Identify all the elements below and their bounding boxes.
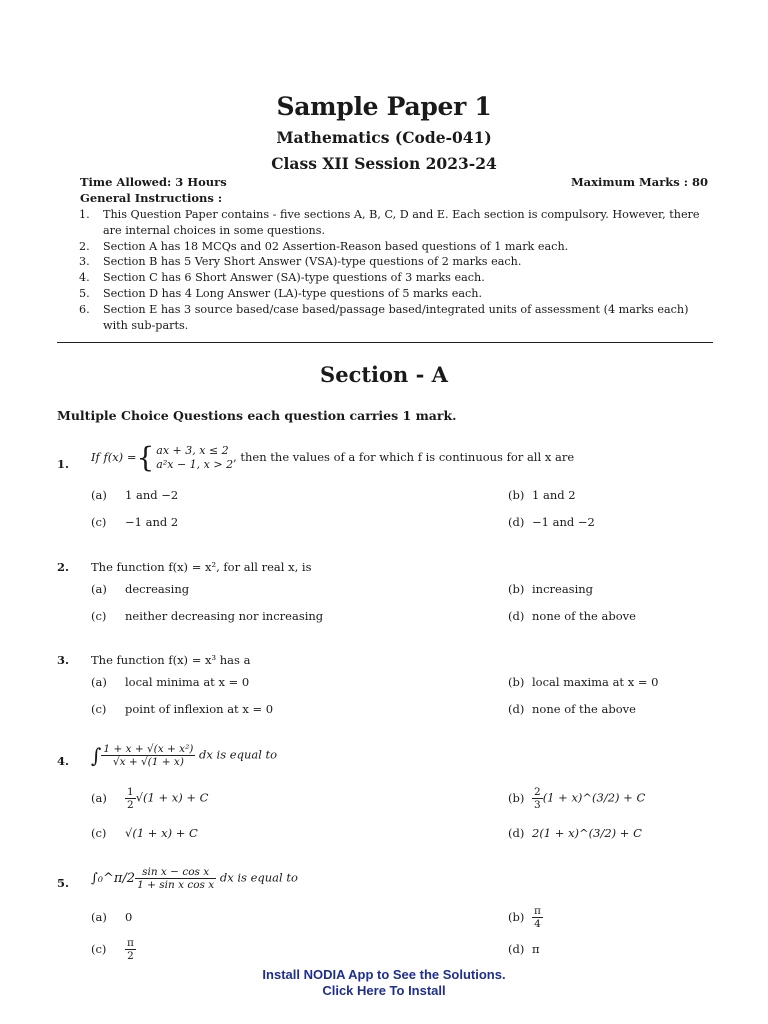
option-a[interactable]: (a) $\frac{1}{2}$ √(1 + x) + C <box>91 786 209 811</box>
instruction-item: 1. This Question Paper contains - five sections A, B, C, D and E. Each section is compulsory. However, there are internal choices in some questions. <box>79 208 700 237</box>
option-b[interactable]: (b) increasing <box>508 582 594 596</box>
option-b[interactable]: (b) local maxima at x = 0 <box>508 675 659 689</box>
option-a[interactable]: (a) decreasing <box>91 582 190 596</box>
general-instructions-heading: General Instructions : <box>80 191 223 205</box>
question-number: 1. <box>57 457 70 471</box>
section-divider <box>57 342 713 343</box>
option-b[interactable]: (b) $\frac{\pi}{4}$ <box>508 905 541 930</box>
instructions-list <box>57 207 713 333</box>
integral-sign: ∫ <box>91 743 102 768</box>
question-text: The function f(x) = x³ has a <box>91 653 251 667</box>
class-session-heading: Class XII Session 2023-24 <box>271 154 497 173</box>
option-d[interactable]: (d) none of the above <box>508 609 636 623</box>
paper-title: Sample Paper 1 <box>276 92 492 121</box>
instruction-item: 2. Section A has 18 MCQs and 02 Assertion-Reason based questions of 1 mark each. <box>79 239 569 253</box>
option-c[interactable]: (c) $\frac{\pi}{2}$ <box>91 937 134 962</box>
option-d[interactable]: (d) π <box>508 942 540 956</box>
option-a[interactable]: (a) 0 <box>91 910 133 924</box>
question-number: 3. <box>57 653 70 667</box>
maximum-marks: Maximum Marks : 80 <box>570 175 708 189</box>
option-a[interactable]: (a) local minima at x = 0 <box>91 675 250 689</box>
question-text: ∫₀^π/2 $\frac{\text{sin x − cos x}}{\text{1 + sin x cos x}}$ dx is equal to <box>91 866 298 891</box>
question-number: 4. <box>57 754 70 768</box>
question-3 <box>57 653 713 669</box>
click-to-install-link[interactable]: Click Here To Install <box>322 983 446 998</box>
question-4 <box>57 743 713 777</box>
option-c[interactable]: (c) neither decreasing nor increasing <box>91 609 324 623</box>
question-text: The function f(x) = x², for all real x, is <box>91 560 312 574</box>
question-number: 5. <box>57 876 70 890</box>
mcq-heading: Multiple Choice Questions each question carries 1 mark. <box>57 408 457 423</box>
question-number: 2. <box>57 560 70 574</box>
option-a[interactable]: (a) 1 and −2 <box>91 488 179 502</box>
option-c[interactable]: (c) point of inflexion at x = 0 <box>91 702 274 716</box>
question-2 <box>57 560 713 576</box>
install-app-banner[interactable] <box>0 967 768 999</box>
time-allowed: Time Allowed: 3 Hours <box>80 175 227 189</box>
option-c[interactable]: (c) √(1 + x) + C <box>91 826 198 840</box>
instruction-item: 5. Section D has 4 Long Answer (LA)-type questions of 5 marks each. <box>79 286 483 300</box>
question-1 <box>57 441 713 484</box>
option-b[interactable]: (b) $\frac{2}{3}$ (1 + x)^(3/2) + C <box>508 786 646 811</box>
question-5 <box>57 866 713 900</box>
option-c[interactable]: (c) −1 and 2 <box>91 515 179 529</box>
option-b[interactable]: (b) 1 and 2 <box>508 488 576 502</box>
instruction-item: 3. Section B has 5 Very Short Answer (VSA)-type questions of 2 marks each. <box>79 255 522 269</box>
left-brace: { <box>136 441 155 474</box>
question-text: ∫ $\frac{\text{1 + x + √(x + x²)}}{√x + √(1 + x)}$ dx is equal to <box>91 743 278 768</box>
install-app-link[interactable]: Install NODIA App to See the Solutions. <box>262 967 506 982</box>
definite-integral-sign: ∫₀^π/2 <box>91 871 136 886</box>
instruction-item: 4. Section C has 6 Short Answer (SA)-type questions of 3 marks each. <box>79 271 485 285</box>
option-d[interactable]: (d) −1 and −2 <box>508 515 595 529</box>
question-text: If f(x) ={ ax + 3, x ≤ 2 a²x − 1, x > 2 , then the values of a for which f is continuous for all x are <box>91 441 575 474</box>
section-title: Section - A <box>320 362 448 387</box>
option-d[interactable]: (d) none of the above <box>508 702 636 716</box>
instruction-item: 6. Section E has 3 source based/case based/passage based/integrated units of assessment (4 marks each) with sub-parts. <box>79 302 689 332</box>
subject-heading: Mathematics (Code-041) <box>276 128 492 147</box>
option-d[interactable]: (d) 2(1 + x)^(3/2) + C <box>508 826 642 840</box>
